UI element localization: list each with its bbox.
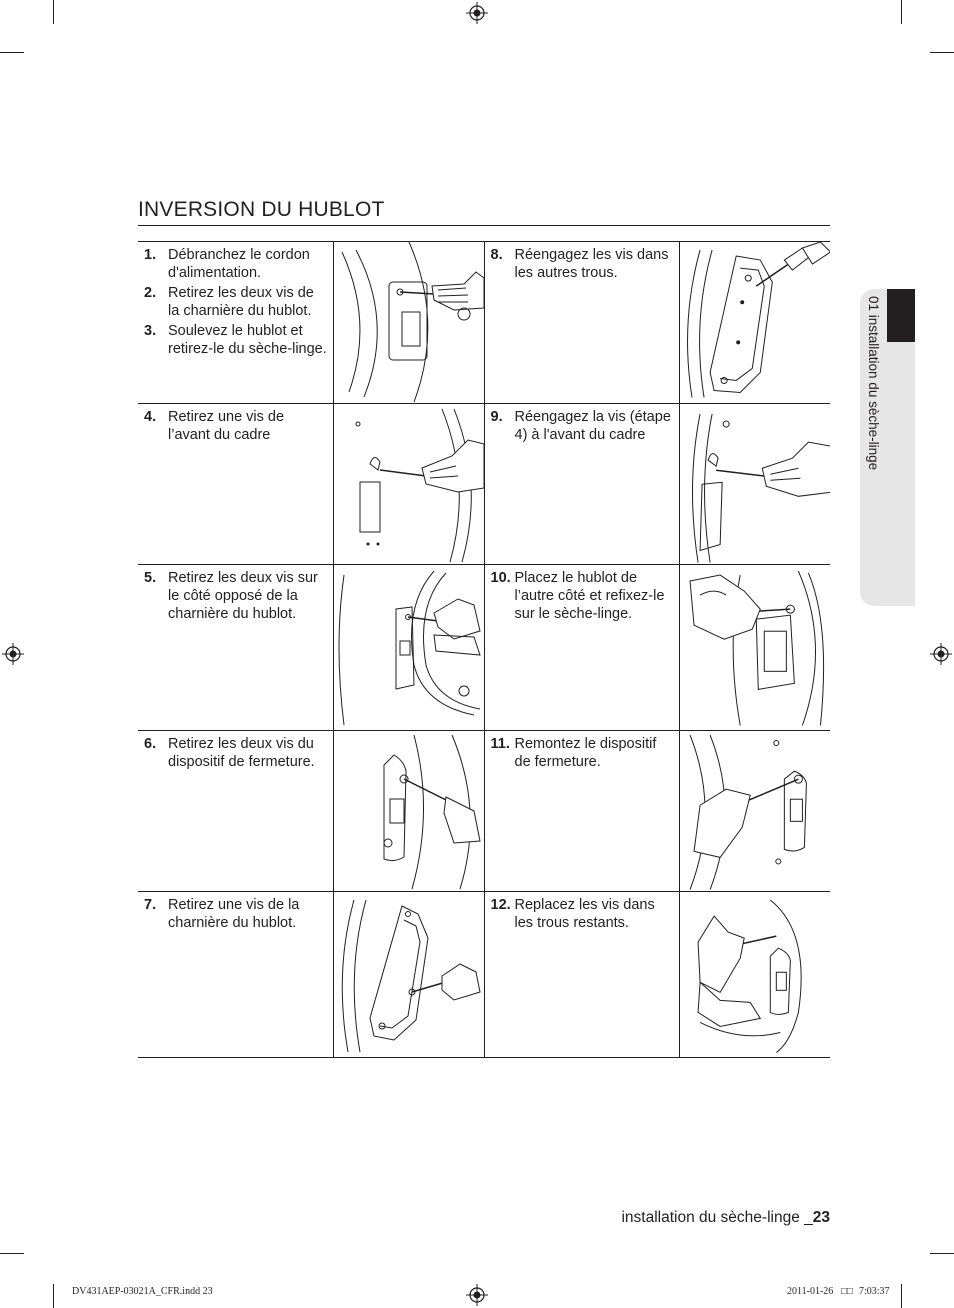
step-4: [144, 408, 329, 444]
step-9: [491, 408, 675, 444]
table-row: [138, 892, 830, 1058]
step-illustration-cell: [679, 892, 830, 1058]
table-row: [138, 242, 830, 404]
step-6: [144, 735, 329, 771]
opposite-hinge-screw-illustration: [334, 565, 484, 729]
step-text: Réengagez la vis (étape 4) à l'avant du cadre: [514, 408, 671, 443]
step-11: [491, 735, 675, 771]
step-text: Soulevez le hublot et retirez-le du sèche-linge.: [168, 323, 327, 357]
slug-marks: □□: [841, 1286, 854, 1297]
step-12: [491, 896, 675, 932]
step-cell: [484, 242, 679, 404]
hinge-single-screw-illustration: [334, 892, 484, 1056]
step-8: [491, 246, 675, 282]
step-number: 11.: [490, 735, 510, 752]
step-text: Replacez les vis dans les trous restants.: [514, 897, 655, 932]
step-cell: [138, 242, 333, 404]
step-cell: [138, 565, 333, 731]
step-5: [144, 569, 329, 623]
step-text: Retirez une vis de la charnière du hublot.: [168, 897, 300, 932]
step-illustration-cell: [679, 730, 830, 892]
slug-time: 7:03:37: [859, 1286, 890, 1297]
chapter-tab-marker: [887, 289, 915, 342]
step-cell: [484, 565, 679, 731]
step-illustration-cell: [333, 892, 484, 1058]
step-number: 12.: [490, 897, 511, 914]
step-number: 3.: [144, 323, 157, 339]
page-footer: [621, 1209, 830, 1227]
footer-text: installation du sèche-linge _: [621, 1209, 813, 1226]
door-refit-illustration: [680, 565, 831, 730]
step-cell: [484, 403, 679, 565]
steps-table: [138, 241, 830, 1058]
step-3: [144, 322, 329, 358]
step-text: Retirez une vis de l’avant du cadre: [168, 408, 285, 443]
step-number: 4.: [144, 408, 157, 425]
table-row: [138, 730, 830, 892]
step-number: 7.: [144, 897, 157, 914]
step-1: [144, 246, 329, 282]
registration-mark-icon: [466, 2, 488, 24]
frame-screw-reinsert-illustration: [680, 404, 831, 565]
step-illustration-cell: [333, 730, 484, 892]
step-10: [491, 569, 675, 623]
step-text: Retirez les deux vis sur le côté opposé de la charnière du hublot.: [168, 570, 318, 623]
step-cell: [138, 403, 333, 565]
registration-mark-icon: [930, 643, 952, 665]
step-illustration-cell: [333, 565, 484, 731]
title-underline: [138, 225, 830, 226]
step-illustration-cell: [679, 403, 830, 565]
chapter-tab-label: 01 installation du sèche-linge: [866, 296, 881, 471]
step-number: 2.: [144, 285, 157, 301]
step-illustration-cell: [333, 403, 484, 565]
table-row: [138, 565, 830, 731]
step-cell: [138, 892, 333, 1058]
step-2: [144, 284, 329, 320]
step-text: Placez le hublot de l’autre côté et refixez-le sur le sèche-linge.: [514, 570, 665, 623]
step-text: Retirez les deux vis de la charnière du hublot.: [168, 285, 314, 319]
step-cell: [138, 730, 333, 892]
table-row: [138, 403, 830, 565]
step-cell: [484, 730, 679, 892]
frame-screw-removal-illustration: [334, 404, 484, 564]
step-illustration-cell: [679, 242, 830, 404]
registration-mark-icon: [2, 643, 24, 665]
hinge-screw-removal-illustration: [334, 242, 484, 402]
step-illustration-cell: [333, 242, 484, 404]
hinge-reinsert-screw-illustration: [680, 242, 831, 403]
remaining-screws-illustration: [680, 892, 831, 1057]
step-number: 1.: [144, 247, 157, 263]
slug-date: 2011-01-26: [787, 1286, 834, 1297]
lock-refit-illustration: [680, 731, 831, 892]
page-number: 23: [812, 1209, 830, 1226]
step-number: 10.: [490, 570, 511, 587]
lock-screw-removal-illustration: [334, 731, 484, 891]
step-text: Réengagez les vis dans les autres trous.: [514, 247, 669, 281]
step-text: Retirez les deux vis du dispositif de fermeture.: [168, 735, 315, 770]
section-title: INVERSION DU HUBLOT: [138, 198, 385, 221]
registration-mark-icon: [466, 1284, 488, 1306]
step-number: 6.: [144, 735, 157, 752]
step-text: Remontez le dispositif de fermeture.: [514, 735, 657, 770]
step-number: 8.: [490, 247, 503, 263]
step-number: 9.: [490, 408, 503, 425]
step-7: [144, 896, 329, 932]
step-cell: [484, 892, 679, 1058]
step-text: Débranchez le cordon d'alimentation.: [168, 247, 310, 281]
step-number: 5.: [144, 570, 157, 587]
step-illustration-cell: [679, 565, 830, 731]
slug-filename: DV431AEP-03021A_CFR.indd 23: [72, 1286, 213, 1297]
